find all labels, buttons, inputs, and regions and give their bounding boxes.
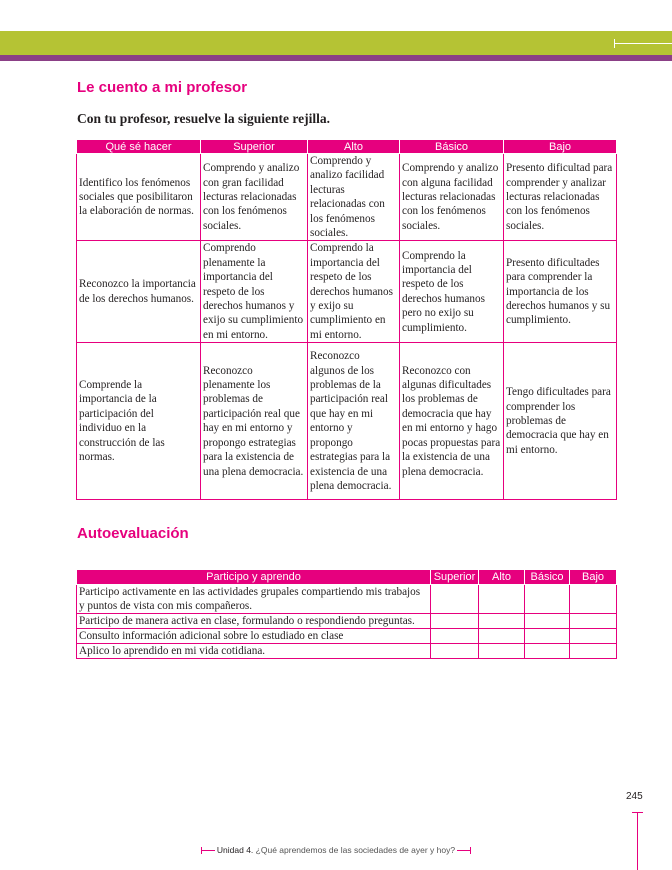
table-cell: Aplico lo aprendido en mi vida cotidiana.	[77, 644, 431, 659]
rating-cell-bajo[interactable]	[570, 644, 617, 659]
column-header: Básico	[400, 140, 504, 154]
rating-cell-bajo[interactable]	[570, 629, 617, 644]
page-marker-line	[637, 812, 638, 870]
header-tick-mark	[614, 39, 615, 48]
table-cell: Comprende la importancia de la participación del individuo en la construcción de las normas.	[77, 343, 201, 500]
column-header: Básico	[525, 570, 570, 585]
table-cell: Comprendo la importancia del respeto de los derechos humanos pero no exijo su cumplimiento.	[400, 241, 504, 343]
column-header: Qué sé hacer	[77, 140, 201, 154]
footer-bar-right	[457, 850, 471, 851]
table-cell: Comprendo plenamente la importancia del respeto de los derechos humanos y exijo su cumplimiento en mi entorno.	[201, 241, 308, 343]
table-row	[77, 629, 617, 644]
table-row	[77, 343, 617, 500]
rating-cell-basico[interactable]	[525, 644, 570, 659]
rating-cell-alto[interactable]	[479, 585, 525, 614]
table-row	[77, 614, 617, 629]
rating-cell-superior[interactable]	[431, 585, 479, 614]
footer-unit-title: ¿Qué aprendemos de las sociedades de ayer y hoy?	[255, 845, 456, 855]
rubric-table	[76, 139, 617, 500]
table-cell: Identifico los fenómenos sociales que posibilitaron la elaboración de normas.	[77, 154, 201, 241]
rating-cell-superior[interactable]	[431, 614, 479, 629]
footer-unit-label: Unidad 4.	[216, 845, 254, 855]
rating-cell-alto[interactable]	[479, 644, 525, 659]
rating-cell-superior[interactable]	[431, 629, 479, 644]
column-header: Superior	[431, 570, 479, 585]
table-row	[77, 154, 617, 241]
table-cell: Comprendo y analizo con gran facilidad lecturas relacionadas con los fenómenos sociales.	[201, 154, 308, 241]
rating-cell-bajo[interactable]	[570, 585, 617, 614]
table-row	[77, 241, 617, 343]
self-assessment-table	[76, 569, 617, 659]
table-cell: Presento dificultad para comprender y analizar lecturas relacionadas con los fenómenos sociales.	[504, 154, 617, 241]
rating-cell-superior[interactable]	[431, 644, 479, 659]
table-cell: Reconozco la importancia de los derechos humanos.	[77, 241, 201, 343]
table-cell: Reconozco con algunas dificultades los problemas de democracia que hay en mi entorno y hago pocas propuestas para la existencia de una plena democracia.	[400, 343, 504, 500]
header-tick	[614, 43, 672, 44]
column-header: Alto	[479, 570, 525, 585]
column-header: Bajo	[570, 570, 617, 585]
header-stripe	[0, 55, 672, 61]
table-cell: Reconozco plenamente los problemas de participación real que hay en mi entorno y propongo estrategias para la existencia de una plena democracia.	[201, 343, 308, 500]
self-assessment-header-row	[77, 570, 617, 585]
rating-cell-basico[interactable]	[525, 614, 570, 629]
table-cell: Reconozco algunos de los problemas de la participación real que hay en mi entorno y propongo estrategias para la existencia de una plena democracia.	[308, 343, 400, 500]
table-cell: Comprendo y analizo facilidad lecturas relacionadas con los fenómenos sociales.	[308, 154, 400, 241]
column-header: Participo y aprendo	[77, 570, 431, 585]
column-header: Bajo	[504, 140, 617, 154]
rating-cell-alto[interactable]	[479, 629, 525, 644]
table-cell: Tengo dificultades para comprender los problemas de democracia que hay en mi entorno.	[504, 343, 617, 500]
table-cell: Consulto información adicional sobre lo estudiado en clase	[77, 629, 431, 644]
rating-cell-alto[interactable]	[479, 614, 525, 629]
page-number: 245	[626, 791, 643, 802]
section-title-rubric: Le cuento a mi profesor	[77, 79, 248, 96]
table-cell: Comprendo y analizo con alguna facilidad lecturas relacionadas con los fenómenos sociales.	[400, 154, 504, 241]
instruction-text: Con tu profesor, resuelve la siguiente rejilla.	[77, 111, 330, 126]
header-band	[0, 31, 672, 55]
rating-cell-bajo[interactable]	[570, 614, 617, 629]
column-header: Alto	[308, 140, 400, 154]
section-title-self-assessment: Autoevaluación	[77, 525, 189, 542]
column-header: Superior	[201, 140, 308, 154]
table-cell: Presento dificultades para comprender la importancia de los derechos humanos y su cumplimiento.	[504, 241, 617, 343]
rubric-header-row	[77, 140, 617, 154]
table-row	[77, 585, 617, 614]
rating-cell-basico[interactable]	[525, 629, 570, 644]
table-cell: Participo activamente en las actividades grupales compartiendo mis trabajos y puntos de vista con mis compañeros.	[77, 585, 431, 614]
table-cell: Comprendo la importancia del respeto de los derechos humanos y exijo su cumplimiento en mi entorno.	[308, 241, 400, 343]
page-footer	[0, 845, 672, 855]
table-cell: Participo de manera activa en clase, formulando o respondiendo preguntas.	[77, 614, 431, 629]
table-row	[77, 644, 617, 659]
footer-bar-left	[201, 850, 215, 851]
rating-cell-basico[interactable]	[525, 585, 570, 614]
